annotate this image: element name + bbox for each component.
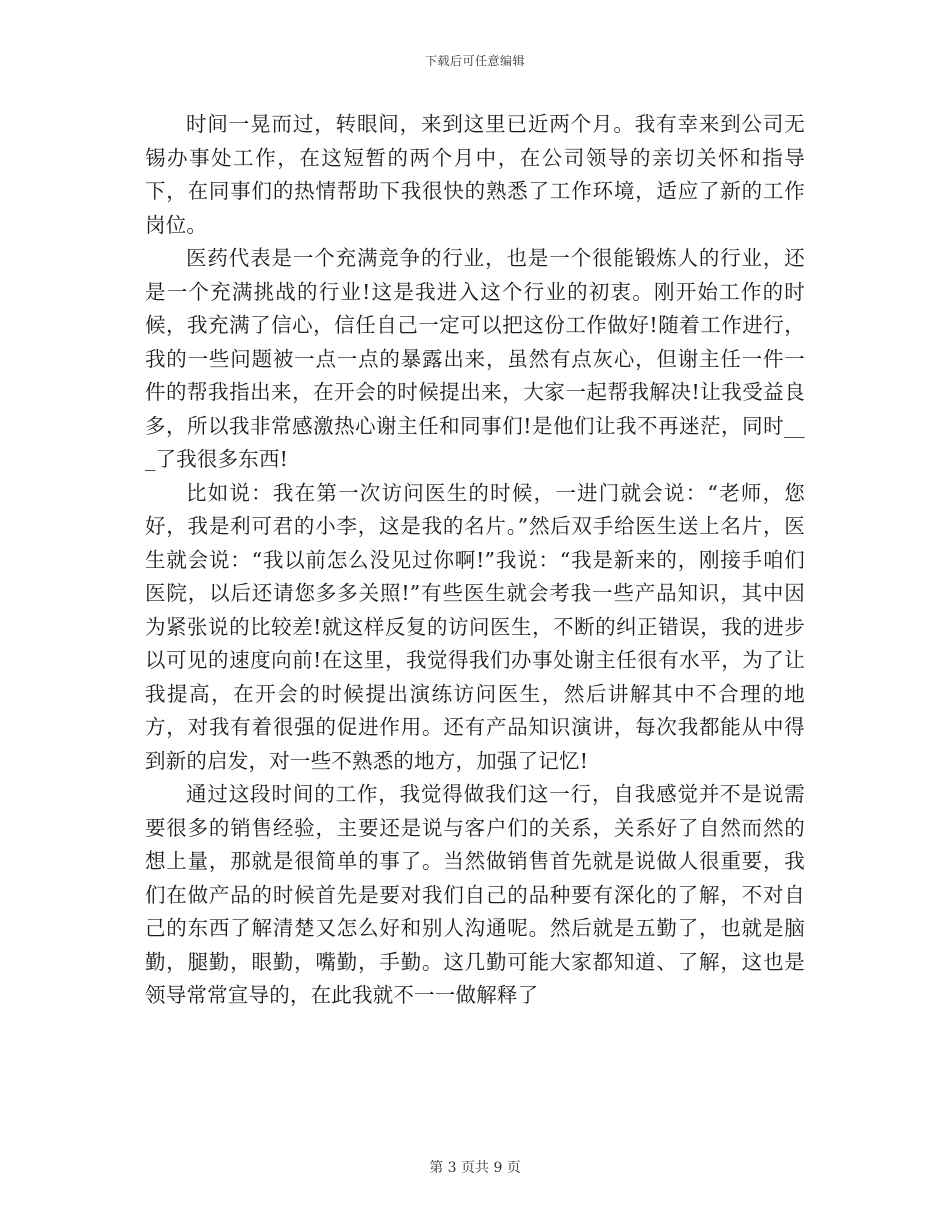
paragraph-3: 比如说：我在第一次访问医生的时候，一进门就会说：“老师，您好，我是利可君的小李，这是我的名片。”然后双手给医生送上名片，医生就会说：“我以前怎么没见过你啊!”我说：“我是新来的，刚接手咱们医院，以后还请您多多关照!”有些医生就会考我一些产品知识，其中因为紧张说的比较差!就这样反复的访问医生，不断的纠正错误，我的进步以可见的速度向前!在这里，我觉得我们办事处谢主任很有水平，为了让我提高，在开会的时候提出演练访问医生，然后讲解其中不合理的地方，对我有着很强的促进作用。还有产品知识演讲，每次我都能从中得到新的启发，对一些不熟悉的地方，加强了记忆!	[145, 480, 805, 773]
paragraph-1: 时间一晃而过，转眼间，来到这里已近两个月。我有幸来到公司无锡办事处工作，在这短暂的两个月中，在公司领导的亲切关怀和指导下，在同事们的热情帮助下我很快的熟悉了工作环境，适应了新的工作岗位。	[145, 112, 805, 237]
paragraph-4: 通过这段时间的工作，我觉得做我们这一行，自我感觉并不是说需要很多的销售经验，主要还是说与客户们的关系，关系好了自然而然的想上量，那就是很简单的事了。当然做销售首先就是说做人很重要，我们在做产品的时候首先是要对我们自己的品种要有深化的了解，不对自己的东西了解清楚又怎么好和别人沟通呢。然后就是五勤了，也就是脑勤，腿勤，眼勤，嘴勤，手勤。这几勤可能大家都知道、了解，这也是领导常常宣导的，在此我就不一一做解释了	[145, 782, 805, 1007]
page-header: 下载后可任意编辑	[424, 54, 525, 68]
document-body	[145, 108, 805, 1013]
page-footer: 第 3 页共 9 页	[429, 1160, 521, 1176]
paragraph-2: 医药代表是一个充满竞争的行业，也是一个很能锻炼人的行业，还是一个充满挑战的行业!这是我进入这个行业的初衷。刚开始工作的时候，我充满了信心，信任自己一定可以把这份工作做好!随着工作进行，我的一些问题被一点一点的暴露出来，虽然有点灰心，但谢主任一件一件的帮我指出来，在开会的时候提出来，大家一起帮我解决!让我受益良多，所以我非常感激热心谢主任和同事们!是他们让我不再迷茫，同时___了我很多东西!	[145, 246, 805, 471]
